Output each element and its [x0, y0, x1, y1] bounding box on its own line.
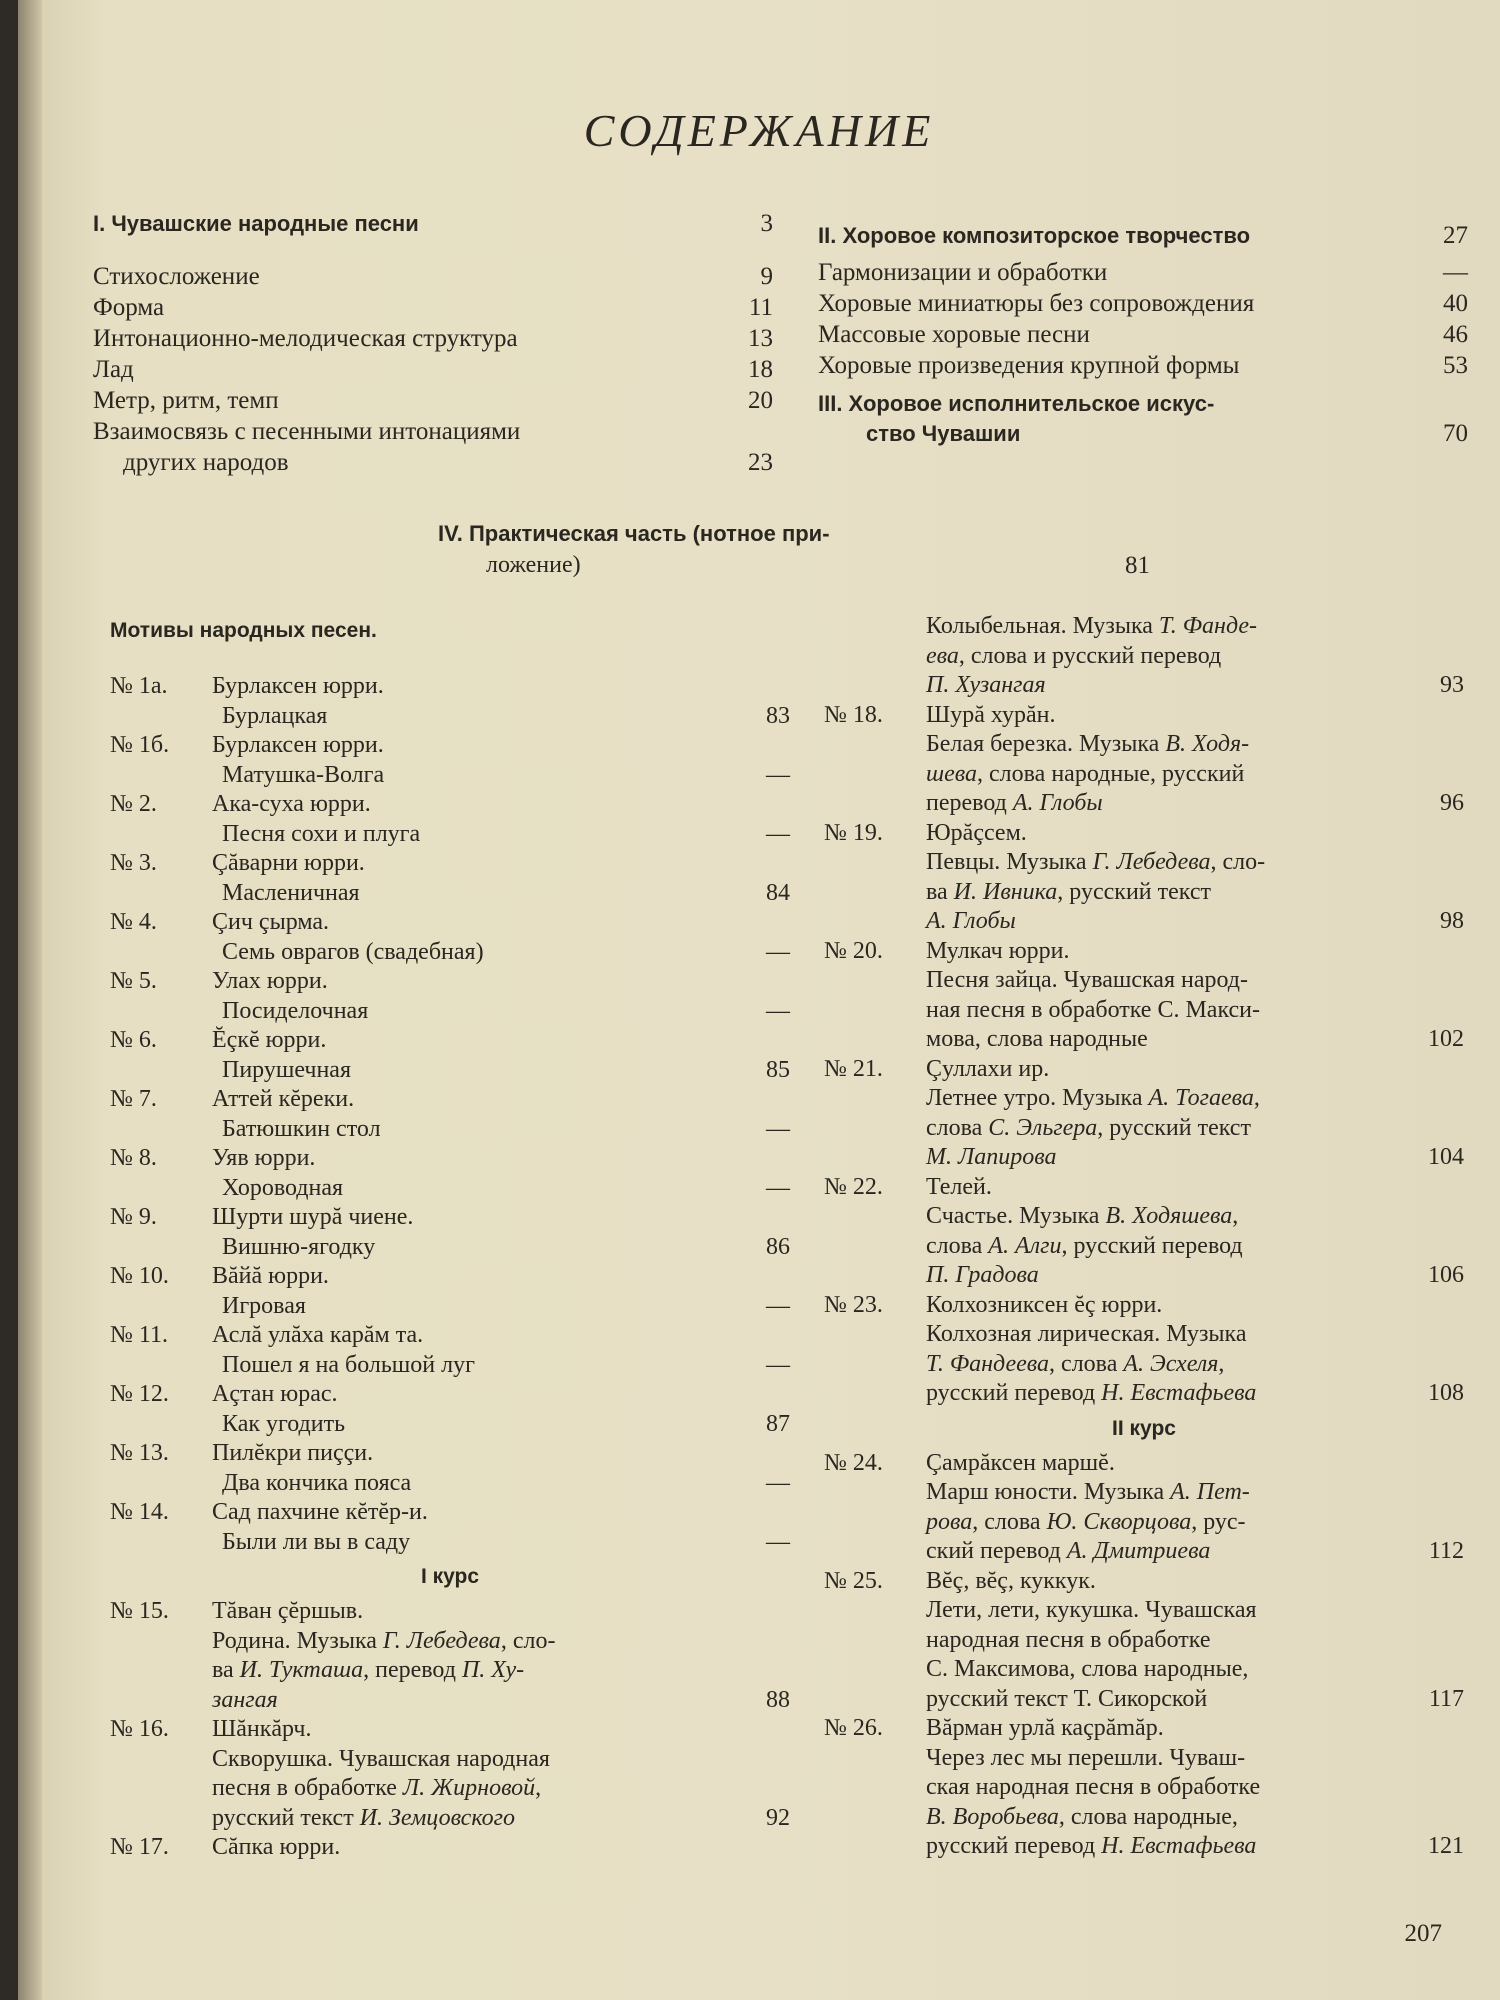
- motive-item: [110, 1380, 790, 1439]
- toc-entry-section-3: [818, 389, 1468, 449]
- motive-translation: Песня сохи и плуга: [222, 820, 421, 847]
- motive-page: —: [766, 997, 790, 1024]
- course2-song-description-line: русский текст Т. Сикорской: [926, 1685, 1208, 1712]
- motive-page: 87: [766, 1410, 790, 1437]
- toc-top-left-label: Лад: [93, 356, 134, 383]
- song-title: Шурă хурăн.: [926, 701, 1056, 728]
- toc-top-left-label: Стихосложение: [93, 263, 260, 290]
- course1-song-number: № 17.: [110, 1834, 169, 1860]
- motive-page: —: [766, 1174, 790, 1201]
- motive-translation: Были ли вы в саду: [222, 1528, 411, 1555]
- motive-title: Улах юрри.: [212, 968, 328, 994]
- course1-song-page: 88: [766, 1686, 790, 1713]
- motive-title: Аттей кĕреки.: [212, 1086, 355, 1112]
- course2-song-page: 117: [1428, 1685, 1464, 1712]
- course2-song-item: [824, 1567, 1464, 1715]
- motive-item: [110, 790, 790, 849]
- motive-title: Аслă улăха карăм та.: [212, 1322, 424, 1348]
- song-page: 104: [1428, 1144, 1464, 1170]
- song-number: № 20.: [824, 937, 883, 964]
- motive-number: № 6.: [110, 1027, 157, 1053]
- motive-page: —: [766, 1351, 790, 1378]
- toc-bottom-left: [110, 616, 790, 1863]
- song-description-line: М. Лапирова: [926, 1144, 1057, 1170]
- song-description-line: П. Хузангая: [926, 672, 1046, 698]
- motive-item: [110, 908, 790, 967]
- course2-song-title: Вĕç, вĕç, куккук.: [926, 1567, 1096, 1594]
- toc-top-left-label: других народов: [123, 449, 289, 476]
- section-2-page: 27: [1443, 222, 1468, 249]
- motive-number: № 9.: [110, 1204, 157, 1230]
- course2-song-description-line: ская народная песня в обработке: [926, 1774, 1261, 1800]
- toc-top-left: [93, 208, 773, 478]
- motive-item: [110, 849, 790, 908]
- motive-page: —: [766, 938, 790, 965]
- course2-song-item: [824, 1449, 1464, 1567]
- motive-translation: Как угодить: [222, 1410, 346, 1437]
- motive-number: № 10.: [110, 1263, 169, 1289]
- section-1-page: 3: [760, 210, 773, 237]
- motive-item: [110, 967, 790, 1026]
- part-4-line1: IV. Практическая часть (нотное при-: [438, 521, 830, 546]
- page-title: СОДЕРЖАНИЕ: [583, 105, 935, 156]
- motive-title: Уяв юрри.: [212, 1145, 316, 1171]
- section-1-label: I. Чувашские народные песни: [93, 211, 419, 236]
- toc-top-right-entry: [818, 257, 1468, 288]
- motive-translation: Хороводная: [222, 1174, 344, 1201]
- motive-number: № 13.: [110, 1440, 169, 1466]
- toc-top-left-page: 18: [748, 356, 773, 383]
- song-page: 108: [1428, 1380, 1464, 1406]
- song-number: № 23.: [824, 1291, 883, 1318]
- toc-top-right: [818, 220, 1468, 449]
- song-item: [824, 1173, 1464, 1291]
- song-item: [824, 819, 1464, 937]
- course-2-heading: II курс: [1112, 1416, 1176, 1440]
- course1-song-title: Сăпка юрри.: [212, 1834, 341, 1860]
- toc-top-right-entry: [818, 288, 1468, 319]
- motive-number: № 2.: [110, 791, 157, 817]
- course-1-heading: I курс: [420, 1565, 480, 1588]
- course2-song-description-line: Лети, лети, кукушка. Чувашская: [926, 1597, 1257, 1623]
- motive-page: —: [766, 1469, 790, 1496]
- motive-item: [110, 1026, 790, 1085]
- motive-title: Бурлаксен юрри.: [212, 673, 384, 699]
- course1-song-description-line: Скворушка. Чувашская народная: [212, 1745, 550, 1772]
- toc-top-left-page: 11: [748, 294, 773, 321]
- song-title: Колхозниксен ĕç юрри.: [926, 1291, 1163, 1318]
- course1-song-title: Шăнкăрч.: [212, 1716, 312, 1742]
- toc-bottom-right: [824, 612, 1464, 1862]
- motive-item: [110, 1321, 790, 1380]
- section-3-line2: ство Чувашии: [866, 421, 1021, 446]
- toc-top-right-label: Массовые хоровые песни: [818, 321, 1090, 348]
- toc-top-right-page: 40: [1443, 290, 1468, 317]
- motive-translation: Батюшкин стол: [222, 1115, 381, 1142]
- course2-song-page: 121: [1428, 1833, 1464, 1859]
- motive-page: 84: [766, 879, 790, 906]
- toc-top-right-entry: [818, 319, 1468, 350]
- course2-song-description-line: С. Максимова, слова народные,: [926, 1656, 1249, 1682]
- course2-song-title: Çамрăксен маршĕ.: [926, 1449, 1115, 1476]
- toc-top-left-entry: [93, 323, 773, 354]
- course2-song-number: № 25.: [824, 1567, 883, 1594]
- motive-page: —: [766, 1528, 790, 1555]
- motive-translation: Пошел я на большой луг: [222, 1351, 475, 1378]
- toc-top-left-page: 9: [760, 263, 773, 290]
- motive-translation: Пирушечная: [222, 1056, 351, 1083]
- toc-top-left-entry: [93, 447, 773, 478]
- book-spine: [18, 0, 42, 2000]
- motive-item: [110, 731, 790, 790]
- song-number: № 19.: [824, 819, 883, 846]
- toc-top-left-page: 13: [748, 325, 773, 352]
- course1-song-item: [110, 1715, 790, 1833]
- motive-item: [110, 672, 790, 731]
- song-description-line: Белая березка. Музыка В. Ходя-: [926, 731, 1250, 757]
- song-description-line: русский перевод Н. Евстафьева: [926, 1380, 1257, 1406]
- motive-item: [110, 1262, 790, 1321]
- course2-song-description-line: Марш юности. Музыка А. Пет-: [926, 1479, 1250, 1505]
- course1-song-item: [110, 1597, 790, 1715]
- song-description-line: слова С. Эльгера, русский текст: [926, 1114, 1251, 1141]
- toc-top-left-entry: [93, 385, 773, 416]
- motive-item: [110, 1439, 790, 1498]
- course1-song-description-line: песня в обработке Л. Жирновой,: [212, 1775, 542, 1801]
- song-description-line: ва И. Ивника, русский текст: [926, 878, 1211, 905]
- course2-song-description-line: рова, слова Ю. Скворцова, рус-: [926, 1508, 1246, 1535]
- toc-top-left-page: 20: [748, 387, 773, 414]
- motive-title: Ака-суха юрри.: [212, 791, 371, 817]
- course1-song-page: 92: [766, 1804, 790, 1831]
- song-number: № 21.: [824, 1055, 883, 1082]
- song-description-line: Т. Фандеева, слова А. Эсхеля,: [926, 1350, 1225, 1377]
- motive-title: Шурти шурă чиене.: [212, 1204, 414, 1230]
- motive-number: № 11.: [110, 1322, 169, 1348]
- song-page: 102: [1428, 1026, 1464, 1052]
- course2-song-item: [824, 1714, 1464, 1862]
- course2-song-title: Вăрман урлă каçрămăр.: [926, 1715, 1164, 1741]
- song-title: Юрăçсем.: [926, 819, 1027, 846]
- motive-title: Аçтан юрас.: [212, 1381, 338, 1407]
- toc-entry-section-2: [818, 220, 1468, 251]
- song-description-line: слова А. Алги, русский перевод: [926, 1232, 1243, 1259]
- song-page: 98: [1440, 908, 1464, 934]
- motive-number: № 5.: [110, 968, 157, 994]
- song-description-line: Летнее утро. Музыка А. Тогаева,: [926, 1085, 1260, 1111]
- song-description-line: Песня зайца. Чувашская народ-: [926, 967, 1248, 993]
- song-title: Телей.: [926, 1173, 992, 1200]
- motive-title: Çăварни юрри.: [212, 850, 365, 876]
- course2-song-description-line: ский перевод А. Дмитриева: [926, 1538, 1211, 1564]
- part-4-page: 81: [1125, 552, 1150, 579]
- motive-translation: Семь оврагов (свадебная): [222, 938, 484, 965]
- toc-top-left-label: Форма: [93, 294, 165, 321]
- toc-top-left-entry: [93, 292, 773, 323]
- motive-translation: Бурлацкая: [222, 702, 328, 729]
- motive-title: Ĕçкĕ юрри.: [212, 1027, 327, 1053]
- motive-title: Сад пахчине кĕтĕр-и.: [212, 1499, 428, 1525]
- motive-page: —: [766, 1115, 790, 1142]
- course1-song-description-line: Родина. Музыка Г. Лебедева, сло-: [212, 1627, 556, 1654]
- motive-title: Бурлаксен юрри.: [212, 732, 384, 758]
- motive-number: № 3.: [110, 850, 157, 876]
- motive-page: 86: [766, 1233, 790, 1260]
- course1-song-title: Тăван çĕршыв.: [212, 1598, 364, 1624]
- book-page: [18, 0, 1500, 2000]
- motive-title: Вăйă юрри.: [212, 1263, 329, 1289]
- motive-number: № 7.: [110, 1086, 157, 1112]
- motive-translation: Игровая: [222, 1292, 306, 1319]
- course2-song-description-line: В. Воробьева, слова народные,: [926, 1803, 1238, 1830]
- song-title: Мулкач юрри.: [926, 937, 1070, 964]
- song-description-line: перевод А. Глобы: [926, 790, 1103, 816]
- toc-top-left-label: Метр, ритм, темп: [93, 387, 279, 414]
- motive-page: —: [766, 820, 790, 847]
- motive-item: [110, 1144, 790, 1203]
- toc-top-right-label: Гармонизации и обработки: [818, 259, 1108, 286]
- course2-song-description-line: Через лес мы перешли. Чуваш-: [926, 1744, 1246, 1771]
- motive-title: Çич çырма.: [212, 909, 330, 935]
- section-3-page: 70: [1443, 420, 1468, 447]
- song-description-line: Счастье. Музыка В. Ходяшева,: [926, 1203, 1239, 1229]
- toc-top-right-page: 46: [1443, 321, 1468, 348]
- song-number: № 22.: [824, 1173, 883, 1200]
- song-page: 96: [1440, 790, 1464, 816]
- section-2-label: II. Хоровое композиторское творчество: [818, 223, 1251, 248]
- toc-entry-section-1: [93, 208, 773, 239]
- song-description-line: шева, слова народные, русский: [926, 760, 1245, 787]
- toc-top-left-entry: [93, 354, 773, 385]
- toc-top-right-label: Хоровые миниатюры без сопровождения: [818, 290, 1255, 317]
- song-title: Çуллахи ир.: [926, 1055, 1050, 1082]
- motive-number: № 8.: [110, 1145, 157, 1171]
- song-item: [824, 937, 1464, 1055]
- toc-top-right-entry: [818, 350, 1468, 381]
- song-description-line: ева, слова и русский перевод: [926, 642, 1222, 669]
- song-description-line: Колыбельная. Музыка Т. Фанде-: [926, 613, 1258, 639]
- song-description-line: А. Глобы: [926, 908, 1016, 934]
- song-description-line: ная песня в обработке С. Макси-: [926, 996, 1261, 1023]
- motive-item: [110, 1085, 790, 1144]
- song-number: № 18.: [824, 701, 883, 728]
- motive-number: № 1а.: [110, 673, 168, 699]
- course1-song-item: [110, 1833, 790, 1863]
- motive-title: Пилĕкри пиççи.: [212, 1440, 374, 1466]
- motives-heading: Мотивы народных песен.: [110, 619, 377, 642]
- motive-translation: Вишню-ягодку: [222, 1233, 376, 1260]
- course1-song-description-line: зангая: [212, 1686, 278, 1713]
- motive-translation: Два кончика пояса: [222, 1469, 412, 1496]
- course1-song-number: № 16.: [110, 1716, 169, 1742]
- page-number: 207: [1404, 1920, 1442, 1947]
- toc-top-right-page: —: [1443, 259, 1468, 286]
- song-page: 93: [1440, 672, 1464, 698]
- toc-top-left-entry: [93, 416, 773, 447]
- song-description-line: Певцы. Музыка Г. Лебедева, сло-: [926, 849, 1266, 875]
- toc-top-left-label: Интонационно-мелодическая структура: [93, 325, 518, 352]
- toc-top-left-page: 23: [748, 449, 773, 476]
- motive-number: № 14.: [110, 1499, 169, 1525]
- motive-page: —: [766, 761, 790, 788]
- motive-translation: Матушка-Волга: [222, 761, 385, 788]
- song-description-line: мова, слова народные: [926, 1026, 1148, 1052]
- course1-song-description-line: ва И. Тукташа, перевод П. Ху-: [212, 1657, 525, 1683]
- course1-song-number: № 15.: [110, 1598, 169, 1624]
- motive-page: —: [766, 1292, 790, 1319]
- song-description-line: П. Градова: [926, 1262, 1039, 1288]
- motive-item: [110, 1203, 790, 1262]
- motive-page: 83: [766, 702, 790, 729]
- song-page: 106: [1428, 1262, 1464, 1288]
- motive-translation: Масленичная: [222, 879, 360, 906]
- motive-number: № 1б.: [110, 732, 170, 758]
- course2-song-number: № 26.: [824, 1715, 883, 1741]
- motive-item: [110, 1498, 790, 1557]
- song-item: [824, 1291, 1464, 1409]
- toc-entry-part-4: [438, 518, 1150, 581]
- song-item: [824, 701, 1464, 819]
- toc-top-right-page: 53: [1443, 352, 1468, 379]
- toc-part-4: [438, 518, 1150, 581]
- song-item: [824, 1055, 1464, 1173]
- motive-page: 85: [766, 1056, 790, 1083]
- part-4-line2: ложение): [486, 552, 581, 578]
- course2-song-description-line: народная песня в обработке: [926, 1626, 1211, 1653]
- motive-number: № 12.: [110, 1381, 169, 1407]
- toc-top-right-label: Хоровые произведения крупной формы: [818, 352, 1240, 379]
- motive-translation: Посиделочная: [222, 997, 369, 1024]
- motive-number: № 4.: [110, 909, 157, 935]
- song-description-line: Колхозная лирическая. Музыка: [926, 1321, 1247, 1347]
- toc-top-left-label: Взаимосвязь с песенными интонациями: [93, 418, 521, 445]
- course2-song-description-line: русский перевод Н. Евстафьева: [926, 1833, 1257, 1859]
- course2-song-number: № 24.: [824, 1449, 883, 1476]
- toc-top-left-entry: [93, 261, 773, 292]
- section-3-line1: III. Хоровое исполнительское искус-: [818, 391, 1215, 416]
- course1-song-description-line: русский текст И. Земцовского: [212, 1804, 515, 1831]
- song-item: [824, 612, 1464, 701]
- course2-song-page: 112: [1428, 1538, 1464, 1564]
